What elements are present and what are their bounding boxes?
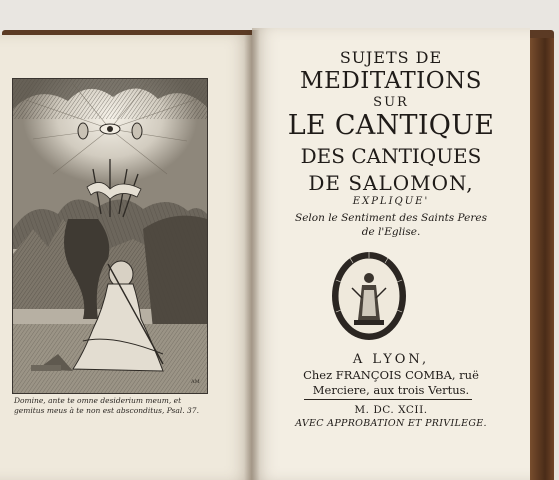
title-line-7: EXPLIQUE' [352,196,430,207]
title-line-3: SUR [373,95,409,110]
title-line-5: DES CANTIQUES [300,144,482,168]
imprint-city: A LYON, [352,352,430,367]
imprint-printer: Chez FRANÇOIS COMBA, ruë [303,368,479,382]
imprint-date: M. DC. XCII. [354,404,428,416]
title-line-8: Selon le Sentiment des Saints Peres [295,212,487,224]
privilege-line: AVEC APPROBATION ET PRIVILEGE. [295,418,487,429]
title-line-2: MEDITATIONS [300,68,482,94]
frontispiece-engraving [12,78,208,394]
engraving-illustration [13,79,207,393]
engraving-caption [14,396,214,416]
engraver-signature: AM [191,379,200,385]
title-line-9: de l'Eglise. [361,226,421,238]
caption-line-1: Domine, ante te omne desiderium meum, et [14,396,182,405]
title-line-4: LE CANTIQUE [287,110,495,141]
printers-medallion-emblem [330,250,408,342]
caption-line-2: gemitus meus à te non est absconditus, Psal. 37. [14,406,199,415]
title-line-1: SUJETS DE [339,48,443,67]
title-line-6: DE SALOMON, [308,171,474,195]
imprint-address: Merciere, aux trois Vertus. [312,383,470,397]
imprint-rule [304,399,472,400]
